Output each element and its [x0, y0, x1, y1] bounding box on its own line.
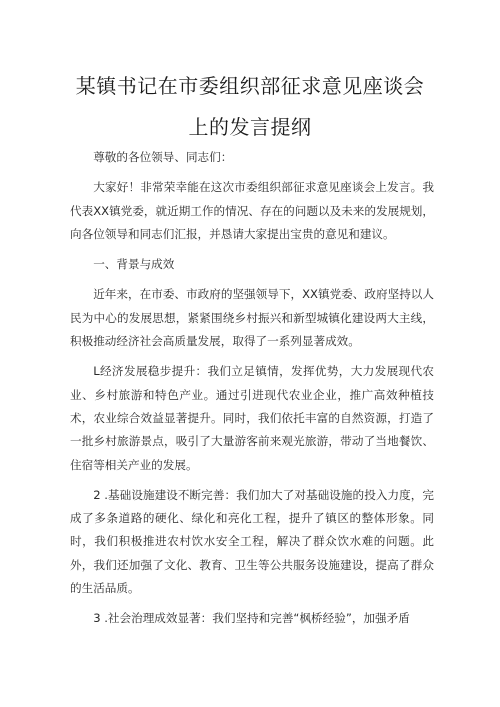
- salutation: 尊敬的各位领导、同志们：: [93, 150, 233, 164]
- document-title-line-1: 某镇书记在市委组织部征求意见座谈会: [75, 74, 425, 98]
- paragraph-governance: 3 .社会治理成效显著：我们坚持和完善“枫桥经验”，加强矛盾: [93, 611, 410, 626]
- paragraph-economy: L经济发展稳步提升：我们立足镇情，发挥优势，大力发展现代农业、乡村旅游和特色产业。通过引进现代农业企业，推广高效种植技术，农业综合效益显著提升。同时，我们依托丰富的自然资源，打造了一批乡村旅游景点，吸引了大量游客前来观光旅游，带动了当地餐饮、住宿等相关产业的发展。: [70, 364, 434, 472]
- paragraph-overview: 近年来，在市委、市政府的坚强领导下，XX镇党委、政府坚持以人民为中心的发展思想，紧紧围绕乡村振兴和新型城镇化建设两大主线，积极推动经济社会高质量发展，取得了一系列显著成效。: [70, 287, 434, 349]
- section-heading-background: 一、背景与成效: [93, 257, 175, 272]
- paragraph-intro: 大家好！非常荣幸能在这次市委组织部征求意见座谈会上发言。我代表XX镇党委，就近期工作的情况、存在的问题以及未来的发展规划，向各位领导和同志们汇报，并恳请大家提出宝贵的意见和建议。: [70, 180, 434, 241]
- document-body: [70, 146, 434, 638]
- paragraph-infrastructure: 2 .基础设施建设不断完善：我们加大了对基础设施的投入力度，完成了多条道路的硬化、绿化和亮化工程，提升了镇区的整体形象。同时，我们积极推进农村饮水安全工程，解决了群众饮水难的问题。此外，我们还加强了文化、教育、卫生等公共服务设施建设，提高了群众的生活品质。: [70, 487, 434, 596]
- document-title-line-2: 上的发言提纲: [188, 115, 312, 139]
